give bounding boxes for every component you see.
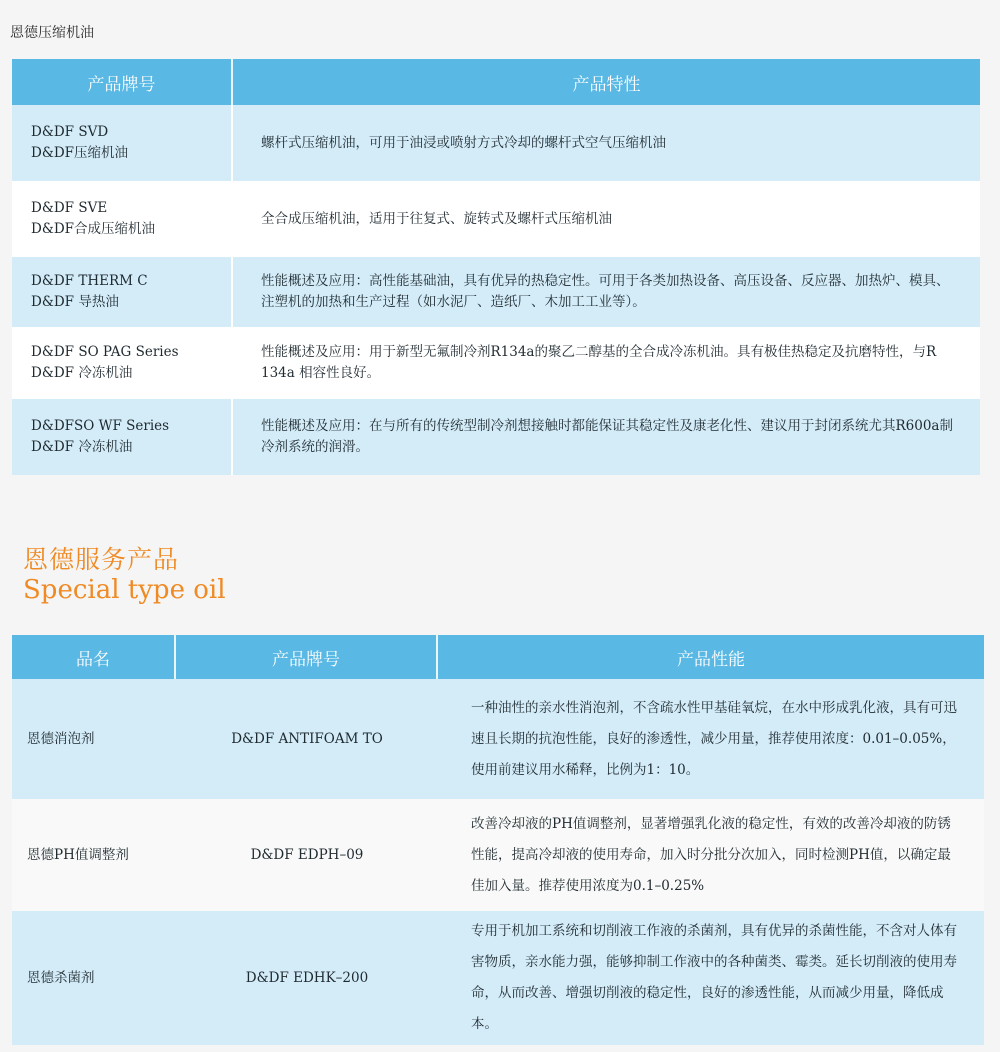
- section-title-chinese: 恩德服务产品: [23, 545, 180, 574]
- page-title: 恩德压缩机油: [10, 25, 94, 41]
- section-title-english: Special type oil: [23, 575, 226, 605]
- brand-code: D&DF SVD: [31, 124, 109, 140]
- product-feature-cell: 性能概述及应用：高性能基础油，具有优异的热稳定性。可用于各类加热设备、高压设备、反应器、加热炉、模具、注塑机的加热和生产过程（如水泥厂、造纸厂、木加工工业等）。: [233, 257, 980, 327]
- compressor-oil-table: [12, 59, 980, 475]
- product-feature-cell: 性能概述及应用：在与所有的传统型制冷剂想接触时都能保证其稳定性及康老化性、建议用于封闭系统尤其R600a制冷剂系统的润滑。: [233, 399, 980, 475]
- table-row: [12, 181, 980, 257]
- brand-code: D&DF THERM C: [31, 273, 148, 289]
- column-header-brand: 产品牌号: [176, 635, 438, 679]
- product-name-cell: 恩德PH值调整剂: [12, 799, 176, 911]
- brand-name: D&DF压缩机油: [31, 145, 129, 161]
- table-row: [12, 257, 980, 327]
- product-feature-cell: 性能概述及应用：用于新型无氟制冷剂R134a的聚乙二醇基的全合成冷冻机油。具有极佳热稳定及抗磨特性，与R 134a 相容性良好。: [233, 327, 980, 399]
- table-row: [12, 679, 984, 799]
- product-name-cell: 恩德杀菌剂: [12, 911, 176, 1045]
- column-header-brand: 产品牌号: [12, 59, 233, 105]
- table-header-row: [12, 635, 984, 679]
- table-row: [12, 105, 980, 181]
- table-row: [12, 911, 984, 1045]
- product-brand-cell: [12, 105, 233, 181]
- brand-name: D&DF 冷冻机油: [31, 439, 133, 455]
- product-feature-cell: 全合成压缩机油，适用于往复式、旋转式及螺杆式压缩机油: [233, 181, 980, 257]
- table-row: [12, 399, 980, 475]
- product-code-cell: D&DF EDPH–09: [176, 799, 438, 911]
- product-brand-cell: [12, 327, 233, 399]
- table-row: [12, 327, 980, 399]
- product-performance-cell: 一种油性的亲水性消泡剂，不含疏水性甲基硅氧烷，在水中形成乳化液，具有可迅速且长期的抗泡性能，良好的渗透性，减少用量，推荐使用浓度：0.01–0.05%，使用前建议用水稀释，比例为1：10。: [438, 679, 984, 799]
- product-name-cell: 恩德消泡剂: [12, 679, 176, 799]
- product-code-cell: D&DF ANTIFOAM TO: [176, 679, 438, 799]
- column-header-performance: 产品性能: [438, 635, 984, 679]
- product-code-cell: D&DF EDHK–200: [176, 911, 438, 1045]
- table-header-row: [12, 59, 980, 105]
- column-header-product-name: 品名: [12, 635, 176, 679]
- special-oil-table: [12, 635, 984, 1045]
- table-row: [12, 799, 984, 911]
- column-header-features: 产品特性: [233, 59, 980, 105]
- brand-code: D&DF SVE: [31, 200, 108, 216]
- product-brand-cell: [12, 399, 233, 475]
- product-brand-cell: [12, 181, 233, 257]
- brand-name: D&DF合成压缩机油: [31, 221, 156, 237]
- product-performance-cell: 专用于机加工系统和切削液工作液的杀菌剂，具有优异的杀菌性能，不含对人体有害物质，亲水能力强，能够抑制工作液中的各种菌类、霉类。延长切削液的使用寿命，从而改善、增强切削液的稳定性，良好的渗透性能，从而减少用量，降低成本。: [438, 911, 984, 1045]
- product-brand-cell: [12, 257, 233, 327]
- brand-name: D&DF 冷冻机油: [31, 365, 133, 381]
- product-feature-cell: 螺杆式压缩机油，可用于油浸或喷射方式冷却的螺杆式空气压缩机油: [233, 105, 980, 181]
- product-performance-cell: 改善冷却液的PH值调整剂，显著增强乳化液的稳定性，有效的改善冷却液的防锈性能，提高冷却液的使用寿命，加入时分批分次加入，同时检测PH值，以确定最佳加入量。推荐使用浓度为0.1–0.25%: [438, 799, 984, 911]
- brand-name: D&DF 导热油: [31, 294, 119, 310]
- brand-code: D&DFSO WF Series: [31, 418, 170, 434]
- brand-code: D&DF SO PAG Series: [31, 344, 179, 360]
